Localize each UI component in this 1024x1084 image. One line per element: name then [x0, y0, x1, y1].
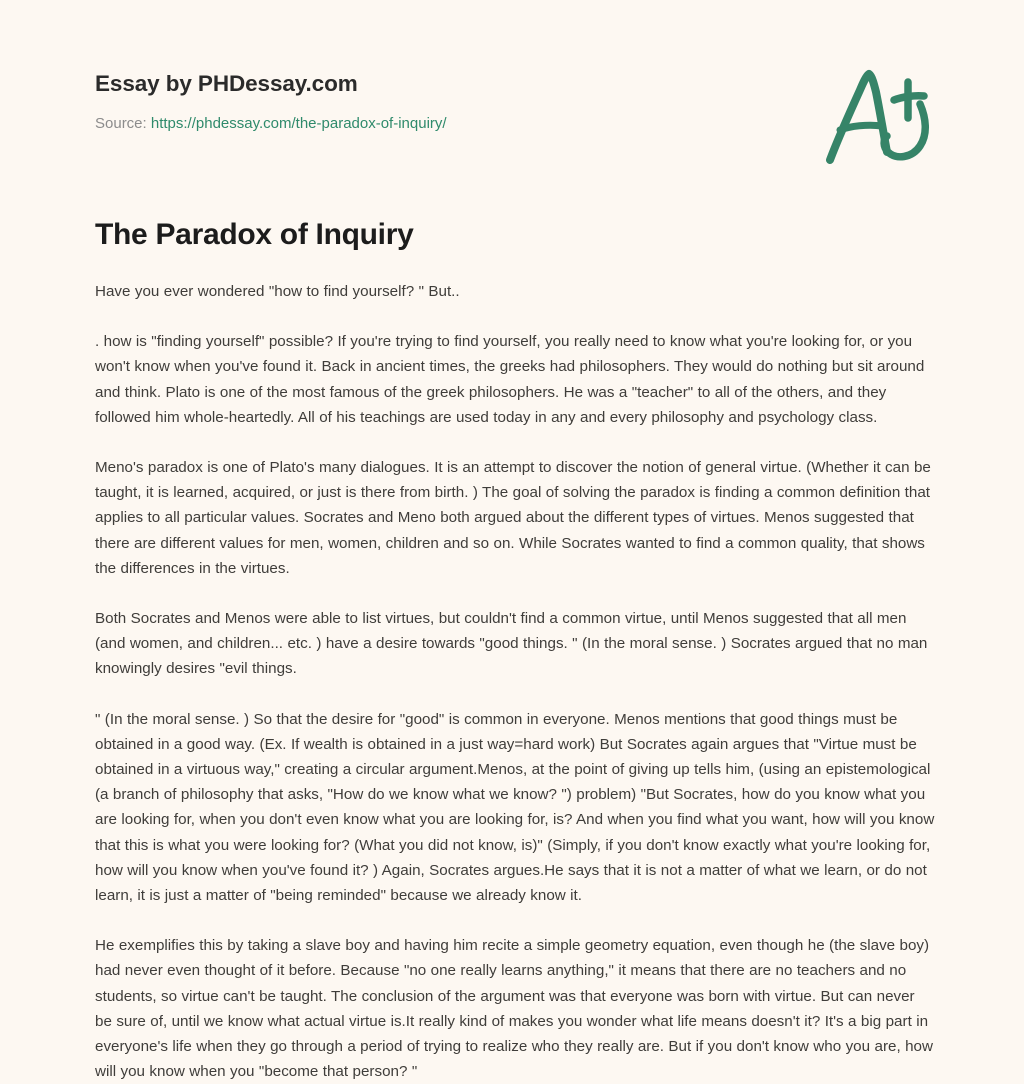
source-label: Source:	[95, 115, 147, 132]
brand-title: Essay by PHDessay.com	[95, 71, 358, 96]
paragraph: " (In the moral sense. ) So that the desire for "good" is common in everyone. Menos mentions that good things must be obtained in a good way. (Ex. If wealth is obtained in a just way=hard work) But Socrates again argues that "Virtue must be obtained in a virtuous way," creating a circular argument.Menos, at the point of giving up tells him, (using an epistemological (a branch of philosophy that asks, "How do we know what we know? ") problem) "But Socrates, how do you know what you are looking for, when you don't even know what you are looking for, is? And when you find what you want, how will you know that this is what you were looking for? (What you did not know, is)" (Simply, if you don't know exactly what you're looking for, how will you know when you've found it? ) Again, Socrates argues.He says that it is not a matter of what we learn, or do not learn, it is just a matter of "being reminded" because we already know it.	[95, 710, 935, 905]
paragraph: Meno's paradox is one of Plato's many dialogues. It is an attempt to discover the notion of general virtue. (Whether it can be taught, it is learned, acquired, or just is there from birth. ) The goal of solving the paradox is finding a common definition that applies to all particular values. Socrates and Meno both argued about the different types of virtues. Menos suggested that there are different values for men, women, children and so on. While Socrates wanted to find a common quality, that shows the differences in the virtues.	[95, 459, 931, 577]
paragraph: He exemplifies this by taking a slave boy and having him recite a simple geometry equation, even though he (the slave boy) had never even thought of it before. Because "no one really learns anything," it means that there are no teachers and no students, so virtue can't be taught. The conclusion of the argument was that everyone was born with virtue. But can never be sure of, until we know what actual virtue is.It really kind of makes you wonder what life means doesn't it? It's a big part in everyone's life when they go through a period of trying to realize who they really are. But if you don't know who you are, how will you know when you "become that person? "	[95, 937, 933, 1081]
paragraph: Have you ever wondered "how to find yourself? " But..	[95, 283, 460, 300]
source-url-link[interactable]: https://phdessay.com/the-paradox-of-inquiry/	[150, 115, 447, 132]
source-line	[95, 114, 932, 134]
essay-body	[95, 279, 935, 1084]
a-plus-logo-icon	[816, 64, 936, 168]
page-title: The Paradox of Inquiry	[95, 218, 414, 251]
page-masthead	[95, 70, 932, 134]
paragraph: Both Socrates and Menos were able to list virtues, but couldn't find a common virtue, until Menos suggested that all men (and women, and children... etc. ) have a desire towards "good things. " (In the moral sense. ) Socrates argued that no man knowingly desires "evil things.	[95, 610, 928, 678]
paragraph: . how is "finding yourself" possible? If you're trying to find yourself, you really need to know what you're looking for, or you won't know when you've found it. Back in ancient times, the greeks had philosophers. They would do nothing but sit around and think. Plato is one of the most famous of the greek philosophers. He was a "teacher" to all of the others, and they followed him whole-heartedly. All of his teachings are used today in any and every philosophy and psychology class.	[95, 333, 925, 426]
